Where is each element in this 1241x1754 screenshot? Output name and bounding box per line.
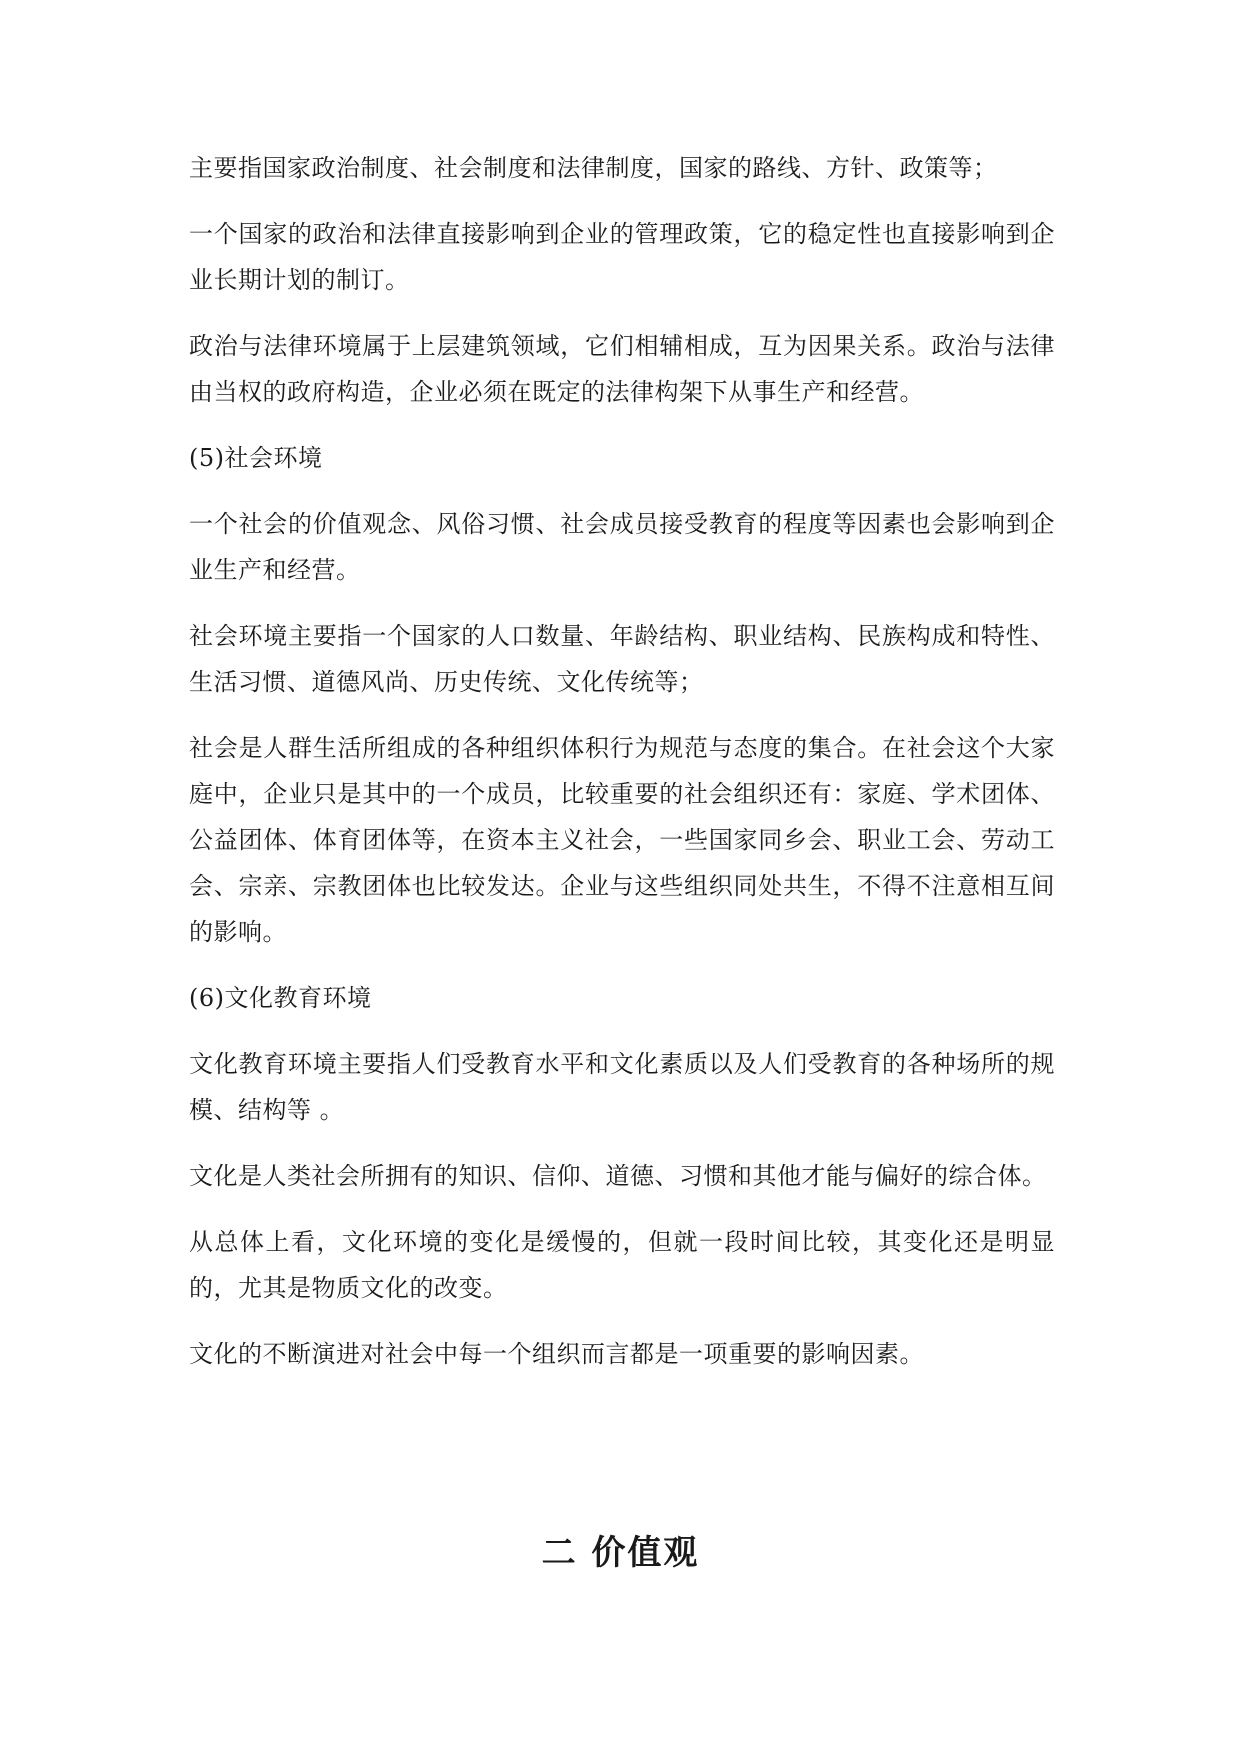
paragraph-culture-change: 从总体上看，文化环境的变化是缓慢的，但就一段时间比较，其变化还是明显的，尤其是物质文化的改变。: [189, 1228, 1055, 1302]
paragraph-cultural-education-definition: 文化教育环境主要指人们受教育水平和文化素质以及人们受教育的各种场所的规模、结构等 。: [189, 1050, 1055, 1124]
paragraph-political-impact: 一个国家的政治和法律直接影响到企业的管理政策，它的稳定性也直接影响到企业长期计划的制订。: [189, 220, 1055, 294]
paragraph-social-environment-definition: 社会环境主要指一个国家的人口数量、年龄结构、职业结构、民族构成和特性、生活习惯、道德风尚、历史传统、文化传统等；: [189, 622, 1055, 696]
subheading-social-environment: (5)社会环境: [189, 444, 323, 472]
paragraph-political-legal-environment: 政治与法律环境属于上层建筑领域，它们相辅相成，互为因果关系。政治与法律由当权的政府构造，企业必须在既定的法律构架下从事生产和经营。: [189, 332, 1055, 406]
paragraph-political-system: 主要指国家政治制度、社会制度和法律制度，国家的路线、方针、政策等；: [189, 154, 998, 182]
paragraph-social-values: 一个社会的价值观念、风俗习惯、社会成员接受教育的程度等因素也会影响到企业生产和经营。: [189, 510, 1055, 584]
paragraph-culture-evolution: 文化的不断演进对社会中每一个组织而言都是一项重要的影响因素。: [189, 1340, 924, 1368]
section-title-values: 二 价值观: [541, 1533, 700, 1573]
paragraph-social-organizations: 社会是人群生活所组成的各种组织体积行为规范与态度的集合。在社会这个大家庭中，企业只是其中的一个成员，比较重要的社会组织还有：家庭、学术团体、公益团体、体育团体等，在资本主义社会，一些国家同乡会、职业工会、劳动工会、宗亲、宗教团体也比较发达。企业与这些组织同处共生，不得不注意相互间的影响。: [189, 734, 1055, 946]
subheading-cultural-education-environment: (6)文化教育环境: [189, 984, 372, 1012]
paragraph-culture-definition: 文化是人类社会所拥有的知识、信仰、道德、习惯和其他才能与偏好的综合体。: [189, 1162, 1047, 1190]
document-body: [189, 145, 1055, 1397]
